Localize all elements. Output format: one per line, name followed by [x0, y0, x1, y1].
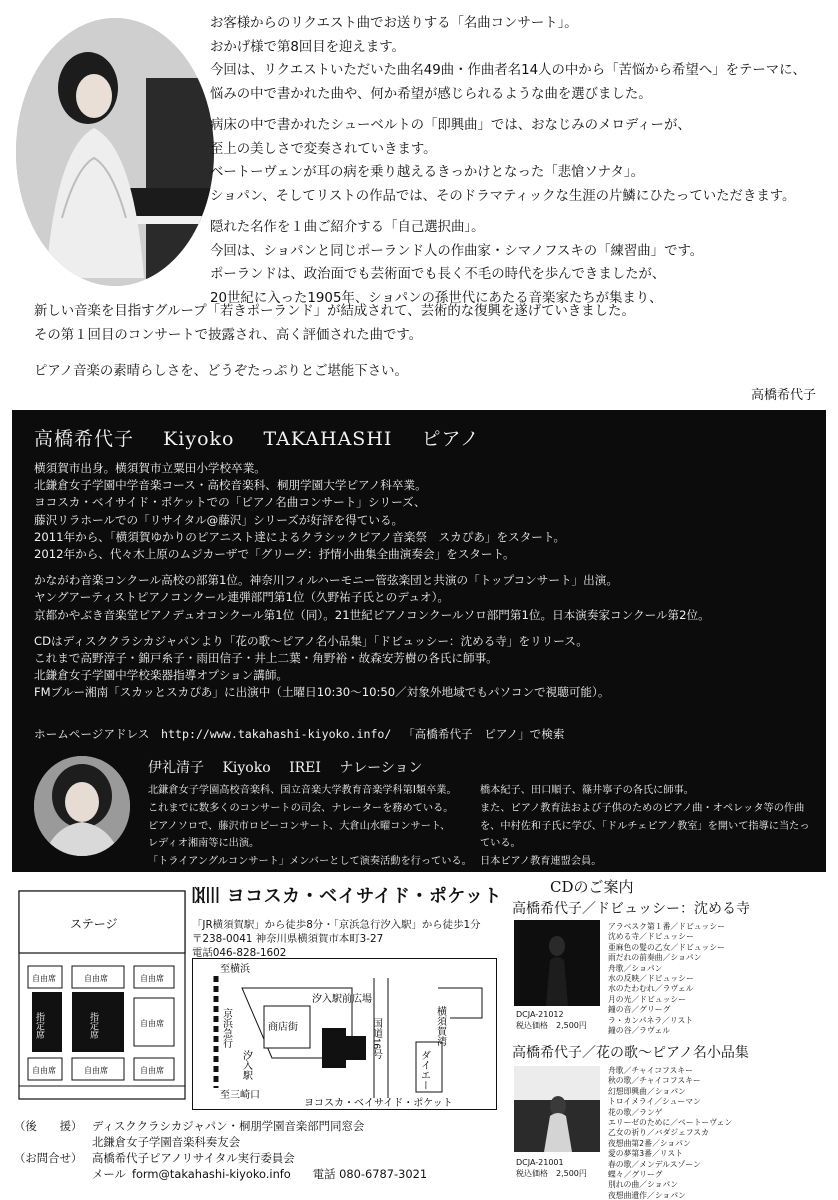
track-item: 蝶々／グリーグ [608, 1170, 663, 1180]
track-item: ラ・カンパネラ／リスト [608, 1015, 694, 1025]
album2-title: 高橋希代子／花の歌～ピアノ名小品集 [512, 1045, 749, 1061]
track-item: 水の反映／ドビュッシー [608, 974, 694, 984]
footer [14, 1118, 427, 1182]
seating-map [18, 890, 186, 1100]
intro-signature: 高橋希代子 [750, 388, 816, 403]
map-bay: 横須賀湾 [434, 1006, 446, 1046]
map-to-yokohama: 至横浜 [220, 964, 250, 975]
homepage-line [34, 726, 564, 742]
free-seat-label: 自由席 [140, 1066, 164, 1075]
venue-map [192, 958, 497, 1110]
album1-catalog [516, 1010, 587, 1031]
pianist-name-heading [34, 424, 502, 451]
track-item: 舟歌／チャイコフスキー [608, 1066, 693, 1075]
contact-organizer: 高橋希代子ピアノリサイタル実行委員会 [92, 1151, 295, 1165]
reserved-seat-label: 指定席 [89, 1012, 99, 1039]
pianist-bio [34, 460, 710, 702]
support-line: 北鎌倉女子学園音楽科奏友会 [92, 1135, 241, 1149]
free-seat-label: 自由席 [84, 974, 108, 983]
narrator-bio-line: 北鎌倉女子学園高校音楽科、国立音楽大学教育音楽学科第Ⅰ類卒業。 [148, 785, 457, 796]
cd-heading: CDのご案内 [550, 878, 634, 896]
intro-line: 今回は、リクエストいただいた曲名49曲・作曲者名14人の中から「苦悩から希望へ」をテーマに、 [210, 63, 806, 78]
contact-label: （お問合せ） [14, 1151, 83, 1165]
narrator-bio-left [148, 782, 472, 871]
album2-price: 税込価格 2,500円 [516, 1168, 587, 1178]
bio-line: CDはディスククラシカジャパンより「花の歌～ピアノ名小品集」「ドビュッシー：沈める寺」をリリース。 [34, 633, 588, 648]
map-keikyu: 京浜急行 [220, 1008, 232, 1048]
intro-closing: ピアノ音楽の素晴らしさを、どうぞたっぷりとご堪能下さい。 [34, 364, 408, 379]
intro-line: お客様からのリクエスト曲でお送りする「名曲コンサート」。 [210, 16, 578, 31]
album1-cover [514, 920, 600, 1006]
venue-info [192, 918, 502, 960]
track-item: 沈める寺／ドビュッシー [608, 932, 694, 942]
album1-price: 税込価格 2,500円 [516, 1020, 587, 1030]
track-item: トロイメライ／シューマン [608, 1097, 701, 1107]
homepage-search-hint: 「高橋希代子 ピアノ」で検索 [403, 727, 565, 741]
bio-line: 北鎌倉女子学園中学音楽コース・高校音楽科、桐朋学園大学ピアノ科卒業。 [34, 478, 427, 493]
narrator-name-en-first: Kiyoko [222, 760, 271, 776]
contact-phone: 電話 080-6787-3021 [312, 1167, 428, 1181]
free-seat-label: 自由席 [32, 1066, 56, 1075]
narrator-bio-line: ピアノソロで、藤沢市ロビーコンサート、大倉山水曜コンサート、 [148, 820, 451, 832]
intro-line: 病床の中で書かれたシューベルトの「即興曲」では、おなじみのメロディーが、 [210, 118, 691, 133]
free-seat-label: 自由席 [84, 1066, 108, 1075]
map-venue-label: ヨコスカ・ベイサイド・ポケット [304, 1098, 453, 1109]
bio-line: 京都かやぶき音楽堂ピアノデュオコンクール第1位（同）。21世紀ピアノコンクールソロ部門第1位。日本演奏家コンクール第2位。 [34, 607, 710, 622]
track-item: 舟歌／ショパン [608, 963, 663, 973]
track-item: 夜想曲遺作／ショパン [608, 1190, 686, 1200]
bio-line: かながわ音楽コンクール高校の部第1位。神奈川フィルハーモニー管弦楽団と共演の「トップコンサート」出演。 [34, 573, 618, 588]
narrator-bio-line: レディオ湘南等に出演。 [148, 838, 260, 850]
homepage-label: ホームページアドレス [34, 727, 150, 741]
intro-message [210, 12, 830, 310]
support-label: （後 援） [14, 1119, 83, 1133]
stage-label: ステージ [70, 917, 118, 931]
intro-line: 悩みの中で書かれた曲や、何か希望が感じられるような曲を選びました。 [210, 86, 652, 102]
track-item: 秋の歌／チャイコフスキー [608, 1076, 701, 1086]
homepage-url-link[interactable]: http://www.takahashi-kiyoko.info/ [161, 727, 392, 741]
venue-section [192, 878, 502, 960]
narrator-bio-line: 橋本紀子、田口順子、篠井寧子の各氏に師事。 [480, 785, 694, 796]
album2-cover [514, 1066, 600, 1152]
narrator-role: ナレーション [339, 760, 423, 776]
track-item: 別れの曲／ショパン [608, 1180, 679, 1190]
narrator-name-jp: 伊礼清子 [148, 760, 204, 776]
intro-line: ベートーヴェンが耳の病を乗り越えるきっかけとなった「悲愴ソナタ」。 [210, 165, 644, 180]
track-item: 鐘の谷／ラヴェル [608, 1026, 671, 1036]
narrator-portrait-image [34, 756, 130, 856]
pianist-name-jp: 高橋希代子 [34, 428, 135, 450]
narrator-name-heading [148, 757, 437, 777]
support-line: ディスククラシカジャパン・桐朋学園音楽部門同窓会 [92, 1119, 365, 1133]
bio-line: FMブルー湘南「スカッとスカぴあ」に出演中（土曜日10:30～10:50／対象外地域でもパソコンで視聴可能）。 [34, 685, 610, 700]
intro-line: その第１回目のコンサートで披露され、高く評価された曲です。 [34, 327, 423, 343]
track-item: エリーゼのために／ベートーヴェン [608, 1118, 733, 1128]
map-route16: 国道16号 [370, 1018, 382, 1060]
narrator-bio-line: を、中村佐和子氏に学び、「ドルチェピアノ教室」を開いて指導に当たっ [480, 820, 810, 832]
bio-line: 北鎌倉女子学園中学校楽器指導オプション講師。 [34, 668, 289, 683]
intro-line: 新しい音楽を目指すグループ「若きポーランド」が結成されて、芸術的な復興を遂げていきました。 [34, 304, 635, 319]
narrator-photo [34, 756, 130, 856]
bio-line: 2011年から、「横須賀ゆかりのピアニスト達によるクラシックピアノ音楽祭 スカぴあ」をスタート。 [34, 529, 566, 544]
album1-tracklist [608, 922, 725, 1036]
track-item: アラベスク第１番／ドビュッシー [608, 922, 725, 931]
venue-name: ヨコスカ・ベイサイド・ポケット [226, 886, 502, 907]
intro-line: おかげ様で第8回目を迎えます。 [210, 39, 405, 55]
track-item: 水のたわむれ／ラヴェル [608, 984, 694, 994]
narrator-name-en-last: IREI [289, 760, 321, 776]
intro-message-wide [34, 300, 635, 347]
pianist-photo [16, 18, 214, 286]
track-item: 花の歌／ランゲ [608, 1107, 663, 1117]
pianist-portrait-image [16, 18, 214, 286]
track-item: 春の歌／メンデルスゾーン [608, 1159, 701, 1169]
track-item: 雨だれの前奏曲／ショパン [608, 953, 702, 963]
intro-line: 20世紀に入った1905年、ショパンの孫世代にあたる音楽家たちが集まり、 [210, 290, 663, 306]
pianist-name-en-first: Kiyoko [163, 428, 235, 450]
reserved-seat-label: 指定席 [35, 1012, 45, 1039]
narrator-bio-line: また、ピアノ教育法および子供のためのピアノ曲・オペレッタ等の作曲 [480, 802, 805, 814]
album1-title: 高橋希代子／ドビュッシー：沈める寺 [512, 901, 750, 917]
album2-tracklist [608, 1066, 732, 1200]
track-item: 乙女の祈り／バダジェフスカ [608, 1128, 709, 1138]
track-item: 月の光／ドビュッシー [608, 994, 686, 1004]
intro-line: 今回は、ショパンと同じポーランド人の作曲家・シマノフスキの「練習曲」です。 [210, 243, 704, 259]
contact-mail-label: メール [92, 1167, 126, 1181]
pianist-instrument: ピアノ [421, 428, 480, 450]
free-seat-label: 自由席 [32, 974, 56, 983]
bio-line: 横須賀市出身。横須賀市立粟田小学校卒業。 [34, 461, 266, 475]
narrator-bio-line: 日本ピアノ教育連盟会員。 [480, 856, 602, 868]
album2-catalog-number: DCJA-21001 [516, 1158, 564, 1167]
bio-line: 2012年から、代々木上原のムジカーザで「グリーグ：抒情小曲集全曲演奏会」をスタート。 [34, 547, 515, 562]
narrator-bio-line: 「トライアングルコンサート」メンバーとして演奏活動を行っている。 [148, 856, 472, 868]
map-daiei: ダイエー [418, 1050, 430, 1090]
venue-logo-icon [192, 881, 221, 909]
map-to-miura: 至三崎口 [220, 1090, 260, 1101]
free-seat-label: 自由席 [140, 974, 164, 983]
intro-line: ショパン、そしてリストの作品では、そのドラマティックな生涯の片鱗にひたっていただきます。 [210, 188, 796, 204]
venue-logo [192, 878, 502, 912]
profile-panel [12, 410, 826, 872]
map-shopping-street: 商店街 [268, 1022, 298, 1033]
track-item: 愛の夢第3番／リスト [608, 1149, 683, 1159]
bio-line: これまで高野淳子・錦戸糸子・雨田信子・井上二葉・角野裕・故森安芳樹の各氏に師事。 [34, 651, 498, 666]
bio-line: 藤沢リラホールでの「リサイタル@藤沢」シリーズが好評を得ている。 [34, 512, 404, 527]
album1-catalog-number: DCJA-21012 [516, 1010, 564, 1019]
bio-line: ヤングアーティストピアノコンクール連弾部門第1位（久野祐子氏とのデュオ）。 [34, 590, 450, 605]
narrator-bio-right [480, 782, 810, 871]
album2-catalog [516, 1158, 587, 1179]
free-seat-label: 自由席 [140, 1019, 164, 1028]
intro-line: 隠れた名作を１曲ご紹介する「自己選択曲」。 [210, 220, 485, 235]
track-item: 夜想曲第2番／ショパン [608, 1138, 691, 1148]
venue-phone: 電話046-828-1602 [192, 947, 287, 959]
track-item: 鐘の音／グリーグ [608, 1005, 671, 1015]
pianist-name-en-last: TAKAHASHI [263, 428, 393, 450]
track-item: 亜麻色の髪の乙女／ドビュッシー [608, 942, 725, 952]
venue-building-marker [322, 1028, 346, 1068]
track-item: 幻想即興曲／ショパン [608, 1086, 686, 1096]
intro-line: 至上の美しさで変奏されていきます。 [210, 141, 437, 157]
map-shioiri-station: 汐入駅 [240, 1050, 252, 1080]
map-station-plaza: 汐入駅前広場 [312, 994, 372, 1005]
venue-access: 「JR横須賀駅」から徒歩8分・「京浜急行汐入駅」から徒歩1分 [192, 919, 481, 931]
venue-address: 〒238-0041 神奈川県横須賀市本町3-27 [192, 933, 384, 945]
narrator-bio-line: これまでに数多くのコンサートの司会、ナレーターを務めている。 [148, 802, 454, 814]
contact-mail-link[interactable]: form@takahashi-kiyoko.info [131, 1167, 291, 1181]
intro-line: ポーランドは、政治面でも芸術面でも長く不毛の時代を歩んできましたが、 [210, 267, 666, 282]
bio-line: ヨコスカ・ベイサイド・ポケットでの「ピアノ名曲コンサート」シリーズ、 [34, 495, 426, 510]
narrator-bio-line: ている。 [480, 838, 521, 850]
